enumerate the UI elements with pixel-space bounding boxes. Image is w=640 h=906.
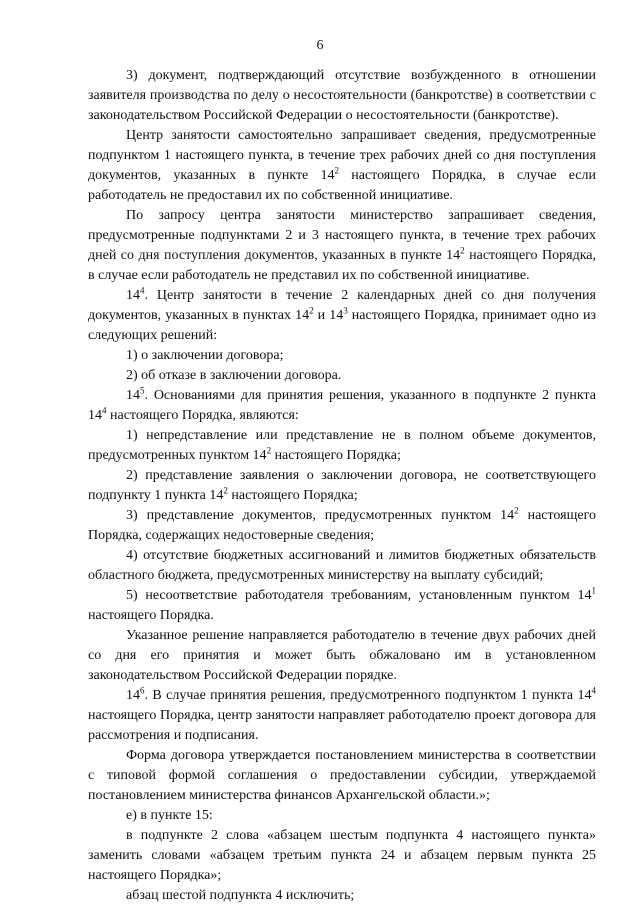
paragraph-14-5: $14^5$. Основаниями для принятия решения, указанного в подпункте 2 пункта $14^4$ настоящего Порядка, являются: [88, 385, 596, 423]
ground-4: 4) отсутствие бюджетных ассигнований и лимитов бюджетных обязательств областного бюджета, предусмотренных министерству на выплату субсидий; [88, 548, 596, 583]
paragraph-subitem-2: в подпункте 2 слова «абзацем шестым подпункта 4 настоящего пункта» заменить словами «абзацем третьим пункта 24 и абзацем первым пункта 25 настоящего Порядка»; [88, 828, 596, 883]
paragraph-item-e: е) в пункте 15: [126, 808, 213, 823]
ground-1: 1) непредставление или представление не в полном объеме документов, предусмотренных пунктом $14^2$ настоящего Порядка; [88, 428, 596, 463]
paragraph-contract-form: Форма договора утверждается постановлением министерства в соответствии с типовой формой соглашения о предоставлении субсидии, утверждаемой постановлением министерства финансов Архангельской области.»; [88, 748, 596, 803]
paragraph-decision-notice: Указанное решение направляется работодателю в течение двух рабочих дней со дня его принятия и может быть обжаловано им в установленном законодательством Российской Федерации порядке. [88, 628, 596, 683]
page-number: 6 [316, 38, 324, 53]
paragraph-2: Центр занятости самостоятельно запрашивает сведения, предусмотренные подпунктом 1 настоящего пункта, в течение трех рабочих дней со дня поступления документов, указанных в пункте $14^2$ настоящего Порядка, в случае если работодатель не предоставил их по собственной инициативе. [88, 128, 596, 203]
paragraph-3: По запросу центра занятости министерство запрашивает сведения, предусмотренные подпунктами 2 и 3 настоящего пункта, в течение трех рабочих дней со дня поступления документов, указанных в пункте $14^2$ настоящего Порядка, в случае если работодатель не представил их по собственной инициативе. [88, 208, 597, 283]
document-body [88, 66, 596, 906]
paragraph-14-4: $14^4$. Центр занятости в течение 2 календарных дней со дня получения документов, указанных в пунктах $14^2$ и $14^3$ настоящего Порядка, принимает одно из следующих решений: [88, 285, 596, 343]
paragraph-subitem-4: абзац шестой подпункта 4 исключить; [126, 888, 355, 903]
paragraph-14-6: $14^6$. В случае принятия решения, предусмотренного подпунктом 1 пункта $14^4$ настоящего Порядка, центр занятости направляет работодателю проект договора для рассмотрения и подписания. [88, 685, 596, 743]
list-item-2: 2) об отказе в заключении договора. [126, 368, 342, 383]
ground-3: 3) представление документов, предусмотренных пунктом $14^2$ настоящего Порядка, содержащих недостоверные сведения; [88, 505, 596, 543]
paragraph-1: 3) документ, подтверждающий отсутствие возбужденного в отношении заявителя производства по делу о несостоятельности (банкротстве) в соответствии с законодательством Российской Федерации о несостоятельности (банкротстве). [88, 68, 596, 123]
ground-2: 2) представление заявления о заключении договора, не соответствующего подпункту 1 пункта $14^2$ настоящего Порядка; [88, 468, 596, 503]
list-item-1: 1) о заключении договора; [126, 348, 284, 363]
ground-5: 5) несоответствие работодателя требованиям, установленным пунктом $14^1$ настоящего Порядка. [88, 585, 596, 623]
